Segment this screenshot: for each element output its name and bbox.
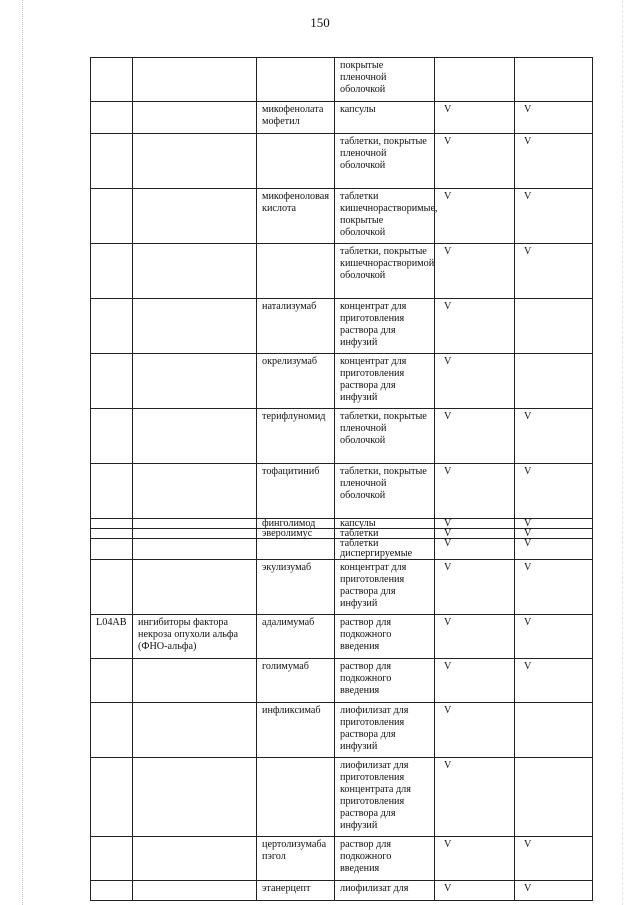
- code-cell: [91, 58, 133, 102]
- scan-edge-right: [622, 0, 624, 905]
- mark-cell: V: [435, 464, 515, 519]
- dosage-form-cell: таблетки, покрытые пленочной оболочкой: [335, 464, 435, 519]
- dosage-form-cell: раствор для подкожного введения: [335, 837, 435, 881]
- mark-cell: [515, 758, 593, 837]
- drug-name-cell: этанерцепт: [257, 881, 335, 901]
- mark-cell: V: [435, 519, 515, 529]
- dosage-form-cell: лиофилизат для приготовления концентрата для приготовления раствора для инфузий: [335, 758, 435, 837]
- mark-cell: [515, 354, 593, 409]
- mark-cell: [515, 299, 593, 354]
- drug-name-cell: [257, 758, 335, 837]
- code-cell: [91, 529, 133, 539]
- group-cell: [133, 519, 257, 529]
- mark-cell: V: [515, 659, 593, 703]
- drug-table: [90, 57, 593, 901]
- group-cell: [133, 464, 257, 519]
- mark-cell: V: [435, 615, 515, 659]
- mark-cell: V: [515, 409, 593, 464]
- drug-name-cell: голимумаб: [257, 659, 335, 703]
- mark-cell: V: [435, 703, 515, 758]
- mark-cell: V: [515, 102, 593, 134]
- mark-cell: V: [515, 519, 593, 529]
- dosage-form-cell: таблетки: [335, 529, 435, 539]
- group-cell: [133, 102, 257, 134]
- table-row: [91, 244, 593, 299]
- mark-cell: V: [515, 560, 593, 615]
- dosage-form-cell: таблетки диспергируемые: [335, 539, 435, 560]
- group-cell: [133, 134, 257, 189]
- dosage-form-cell: капсулы: [335, 102, 435, 134]
- table-row: [91, 758, 593, 837]
- mark-cell: V: [435, 529, 515, 539]
- mark-cell: V: [515, 529, 593, 539]
- mark-cell: V: [515, 615, 593, 659]
- code-cell: [91, 189, 133, 244]
- mark-cell: V: [435, 409, 515, 464]
- mark-cell: V: [435, 539, 515, 560]
- group-cell: ингибиторы фактора некроза опухоли альфа (ФНО-альфа): [133, 615, 257, 659]
- dosage-form-cell: лиофилизат для приготовления раствора для инфузий: [335, 703, 435, 758]
- mark-cell: V: [435, 758, 515, 837]
- code-cell: [91, 560, 133, 615]
- mark-cell: [435, 58, 515, 102]
- mark-cell: V: [515, 837, 593, 881]
- dosage-form-cell: таблетки, покрытые пленочной оболочкой: [335, 409, 435, 464]
- table-row: [91, 615, 593, 659]
- mark-cell: V: [435, 354, 515, 409]
- dosage-form-cell: лиофилизат для: [335, 881, 435, 901]
- group-cell: [133, 703, 257, 758]
- mark-cell: V: [515, 244, 593, 299]
- group-cell: [133, 881, 257, 901]
- group-cell: [133, 529, 257, 539]
- drug-name-cell: [257, 244, 335, 299]
- group-cell: [133, 189, 257, 244]
- table-row: [91, 134, 593, 189]
- mark-cell: V: [515, 464, 593, 519]
- dosage-form-cell: таблетки, покрытые кишечнорастворимой оболочкой: [335, 244, 435, 299]
- table-row: [91, 102, 593, 134]
- code-cell: L04AB: [91, 615, 133, 659]
- code-cell: [91, 519, 133, 529]
- code-cell: [91, 244, 133, 299]
- group-cell: [133, 354, 257, 409]
- drug-name-cell: натализумаб: [257, 299, 335, 354]
- table-row: [91, 659, 593, 703]
- code-cell: [91, 881, 133, 901]
- table-row: [91, 560, 593, 615]
- drug-name-cell: цертолизумаба пэгол: [257, 837, 335, 881]
- group-cell: [133, 758, 257, 837]
- mark-cell: [515, 703, 593, 758]
- group-cell: [133, 244, 257, 299]
- mark-cell: V: [435, 837, 515, 881]
- drug-name-cell: [257, 539, 335, 560]
- table-row: [91, 409, 593, 464]
- dosage-form-cell: таблетки кишечнорастворимые, покрытые оболочкой: [335, 189, 435, 244]
- drug-name-cell: тофацитиниб: [257, 464, 335, 519]
- drug-name-cell: терифлуномид: [257, 409, 335, 464]
- group-cell: [133, 837, 257, 881]
- mark-cell: V: [435, 299, 515, 354]
- scan-edge-left: [22, 0, 24, 905]
- dosage-form-cell: концентрат для приготовления раствора для инфузий: [335, 354, 435, 409]
- table-row: [91, 703, 593, 758]
- group-cell: [133, 659, 257, 703]
- table-row: [91, 464, 593, 519]
- drug-name-cell: адалимумаб: [257, 615, 335, 659]
- group-cell: [133, 409, 257, 464]
- dosage-form-cell: концентрат для приготовления раствора для инфузий: [335, 560, 435, 615]
- mark-cell: V: [515, 881, 593, 901]
- code-cell: [91, 464, 133, 519]
- code-cell: [91, 539, 133, 560]
- drug-name-cell: инфликсимаб: [257, 703, 335, 758]
- code-cell: [91, 102, 133, 134]
- drug-name-cell: микофенолата мофетил: [257, 102, 335, 134]
- table-row: [91, 354, 593, 409]
- mark-cell: V: [435, 881, 515, 901]
- drug-name-cell: микофеноловая кислота: [257, 189, 335, 244]
- table-row: [91, 189, 593, 244]
- code-cell: [91, 758, 133, 837]
- dosage-form-cell: таблетки, покрытые пленочной оболочкой: [335, 134, 435, 189]
- mark-cell: V: [435, 189, 515, 244]
- group-cell: [133, 539, 257, 560]
- group-cell: [133, 299, 257, 354]
- drug-name-cell: эверолимус: [257, 529, 335, 539]
- table-row: [91, 529, 593, 539]
- mark-cell: V: [435, 560, 515, 615]
- drug-name-cell: окрелизумаб: [257, 354, 335, 409]
- drug-name-cell: [257, 58, 335, 102]
- table-row: [91, 519, 593, 529]
- drug-name-cell: финголимод: [257, 519, 335, 529]
- mark-cell: V: [515, 539, 593, 560]
- table-row: [91, 299, 593, 354]
- dosage-form-cell: концентрат для приготовления раствора для инфузий: [335, 299, 435, 354]
- mark-cell: V: [435, 102, 515, 134]
- mark-cell: V: [435, 244, 515, 299]
- table-row: [91, 58, 593, 102]
- table-row: [91, 837, 593, 881]
- code-cell: [91, 354, 133, 409]
- code-cell: [91, 299, 133, 354]
- mark-cell: V: [435, 659, 515, 703]
- code-cell: [91, 659, 133, 703]
- mark-cell: V: [515, 134, 593, 189]
- code-cell: [91, 409, 133, 464]
- mark-cell: V: [515, 189, 593, 244]
- dosage-form-cell: покрытые пленочной оболочкой: [335, 58, 435, 102]
- code-cell: [91, 703, 133, 758]
- table-row: [91, 539, 593, 560]
- dosage-form-cell: капсулы: [335, 519, 435, 529]
- code-cell: [91, 837, 133, 881]
- table-row: [91, 881, 593, 901]
- group-cell: [133, 58, 257, 102]
- dosage-form-cell: раствор для подкожного введения: [335, 659, 435, 703]
- drug-name-cell: экулизумаб: [257, 560, 335, 615]
- page-number: 150: [310, 15, 330, 30]
- mark-cell: [515, 58, 593, 102]
- mark-cell: V: [435, 134, 515, 189]
- group-cell: [133, 560, 257, 615]
- drug-name-cell: [257, 134, 335, 189]
- dosage-form-cell: раствор для подкожного введения: [335, 615, 435, 659]
- code-cell: [91, 134, 133, 189]
